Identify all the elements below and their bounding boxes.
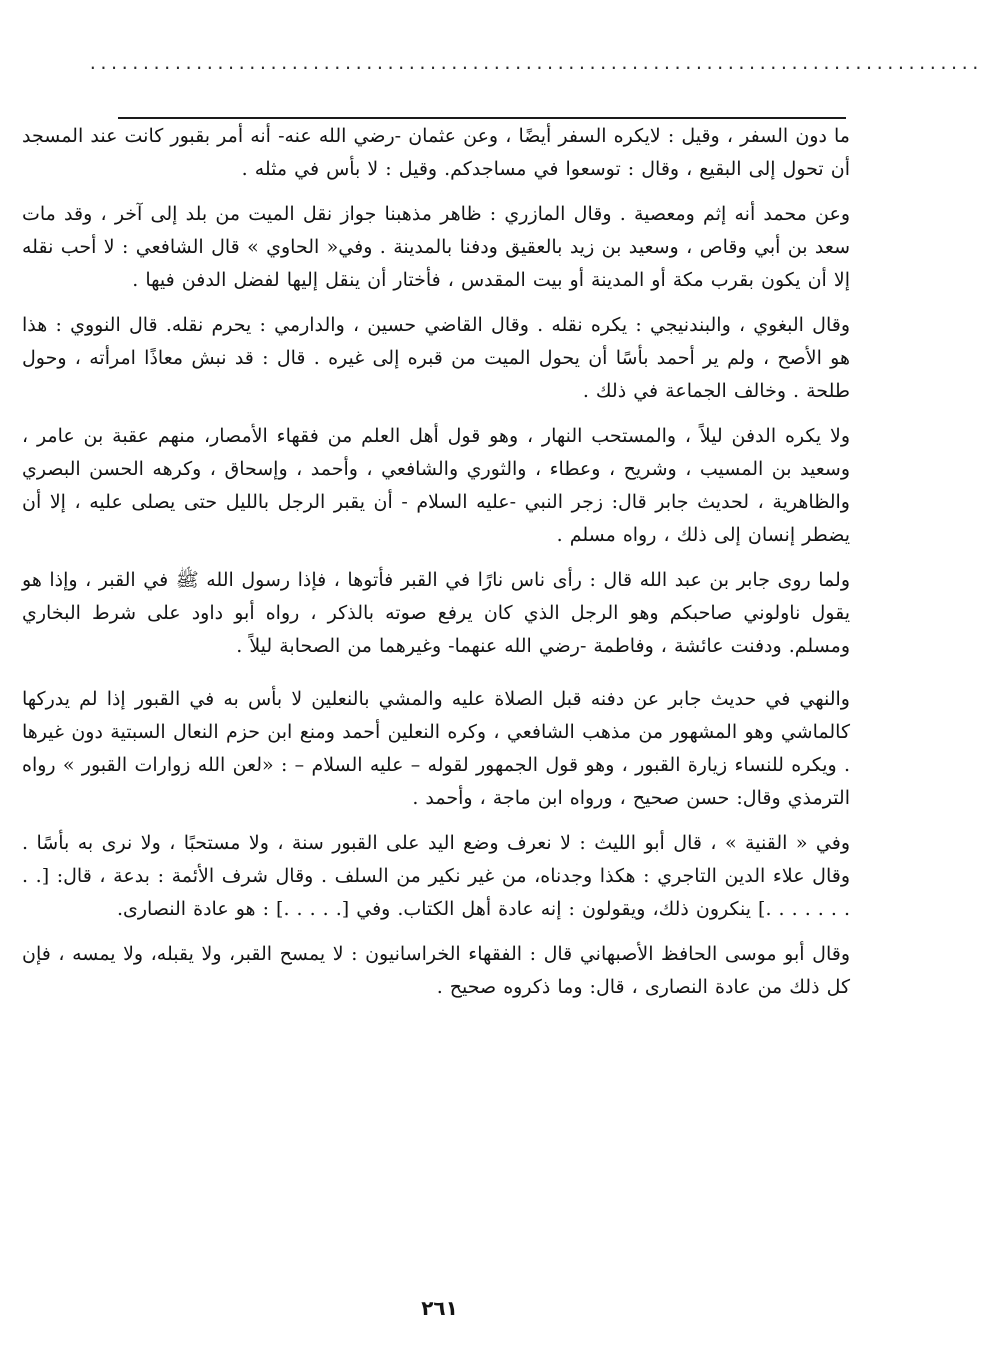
paragraph-2: وعن محمد أنه إثم ومعصية . وقال المازري : ظاهر مذهبنا جواز نقل الميت من بلد إلى آخر ، وقد مات سعد بن أبي وقاص ، وسعيد بن زيد بالعقيق ودفنا بالمدينة . وفي« الحاوي » قال الشافعي : لا أحب نقله إلا أن يكون بقرب مكة أو المدينة أو بيت المقدس ، فأختار أن ينقل إليها لفضل الدفن فيها .: [22, 203, 850, 291]
main-text: [22, 120, 850, 1016]
paragraph-8: وقال أبو موسى الحافظ الأصبهاني قال : الفقهاء الخراسانيون : لا يمسح القبر، ولا يقبله، ولا يمسه ، فإن كل ذلك من عادة النصارى ، قال: وما ذكروه صحيح .: [22, 943, 850, 998]
paragraph-5: ولما روى جابر بن عبد الله قال : رأى ناس نارًا في القبر فأتوها ، فإذا رسول الله ﷺ في القبر ، وإذا هو يقول ناولوني صاحبكم وهو الرجل الذي كان يرفع صوته بالذكر ، رواه أبو داود على شرط البخاري ومسلم. ودفنت عائشة ، وفاطمة -رضي الله عنهما- وغيرهما من الصحابة ليلاً .: [22, 569, 850, 657]
header-dotted-line: ....................................................................................: [88, 54, 981, 73]
paragraph-3: وقال البغوي ، والبندنيجي : يكره نقله . وقال القاضي حسين ، والدارمي : يحرم نقله. قال النووي : هذا هو الأصح ، ولم ير أحمد بأسًا أن يحول الميت من قبره إلى غيره . قال : قد نبش معاذًا امرأته ، وحول طلحة . وخالف الجماعة في ذلك .: [22, 314, 850, 402]
paragraph-1: ما دون السفر ، وقيل : لايكره السفر أيضًا ، وعن عثمان -رضي الله عنه- أنه أمر بقبور كانت عند المسجد أن تحول إلى البقيع ، وقال : توسعوا في مساجدكم. وقيل : لا بأس في مثله .: [22, 125, 850, 180]
paragraph-6: والنهي في حديث جابر عن دفنه قبل الصلاة عليه والمشي بالنعلين لا بأس به في القبور إذا لم يدركها كالماشي وهو المشهور من مذهب الشافعي ، وكره النعلين أحمد ومنع ابن حزم النعال السبتية دون غيرها . ويكره للنساء زيارة القبور ، وهو قول الجمهور لقوله – عليه السلام – : «لعن الله زوارات القبور » رواه الترمذي وقال: حسن صحيح ، ورواه ابن ماجة ، وأحمد .: [22, 688, 850, 809]
paragraph-7: وفي « القنية » ، قال أبو الليث : لا نعرف وضع اليد على القبور سنة ، ولا مستحبًا ، ولا نرى به بأسًا . وقال علاء الدين التاجري : هكذا وجدناه، من غير نكير من السلف . وقال شرف الأئمة : بدعة ، قال: [. . . . . . . . .] ينكرون ذلك، ويقولون : إنه عادة أهل الكتاب. وفي [. . . . .] : هو عادة النصارى.: [22, 832, 850, 920]
paragraph-4: ولا يكره الدفن ليلاً ، والمستحب النهار ، وهو قول أهل العلم من فقهاء الأمصار، منهم عقبة بن عامر ، وسعيد بن المسيب ، وشريح ، وعطاء ، والثوري والشافعي ، وأحمد ، وإسحاق ، وكرهه الحسن البصري والظاهرية ، لحديث جابر قال: زجر النبي -عليه السلام - أن يقبر الرجل بالليل حتى يصلى عليه ، إلا أن يضطر إنسان إلى ذلك ، رواه مسلم .: [22, 425, 850, 546]
header-rule: [118, 117, 846, 119]
page-number: ٢٦١: [421, 1296, 458, 1320]
